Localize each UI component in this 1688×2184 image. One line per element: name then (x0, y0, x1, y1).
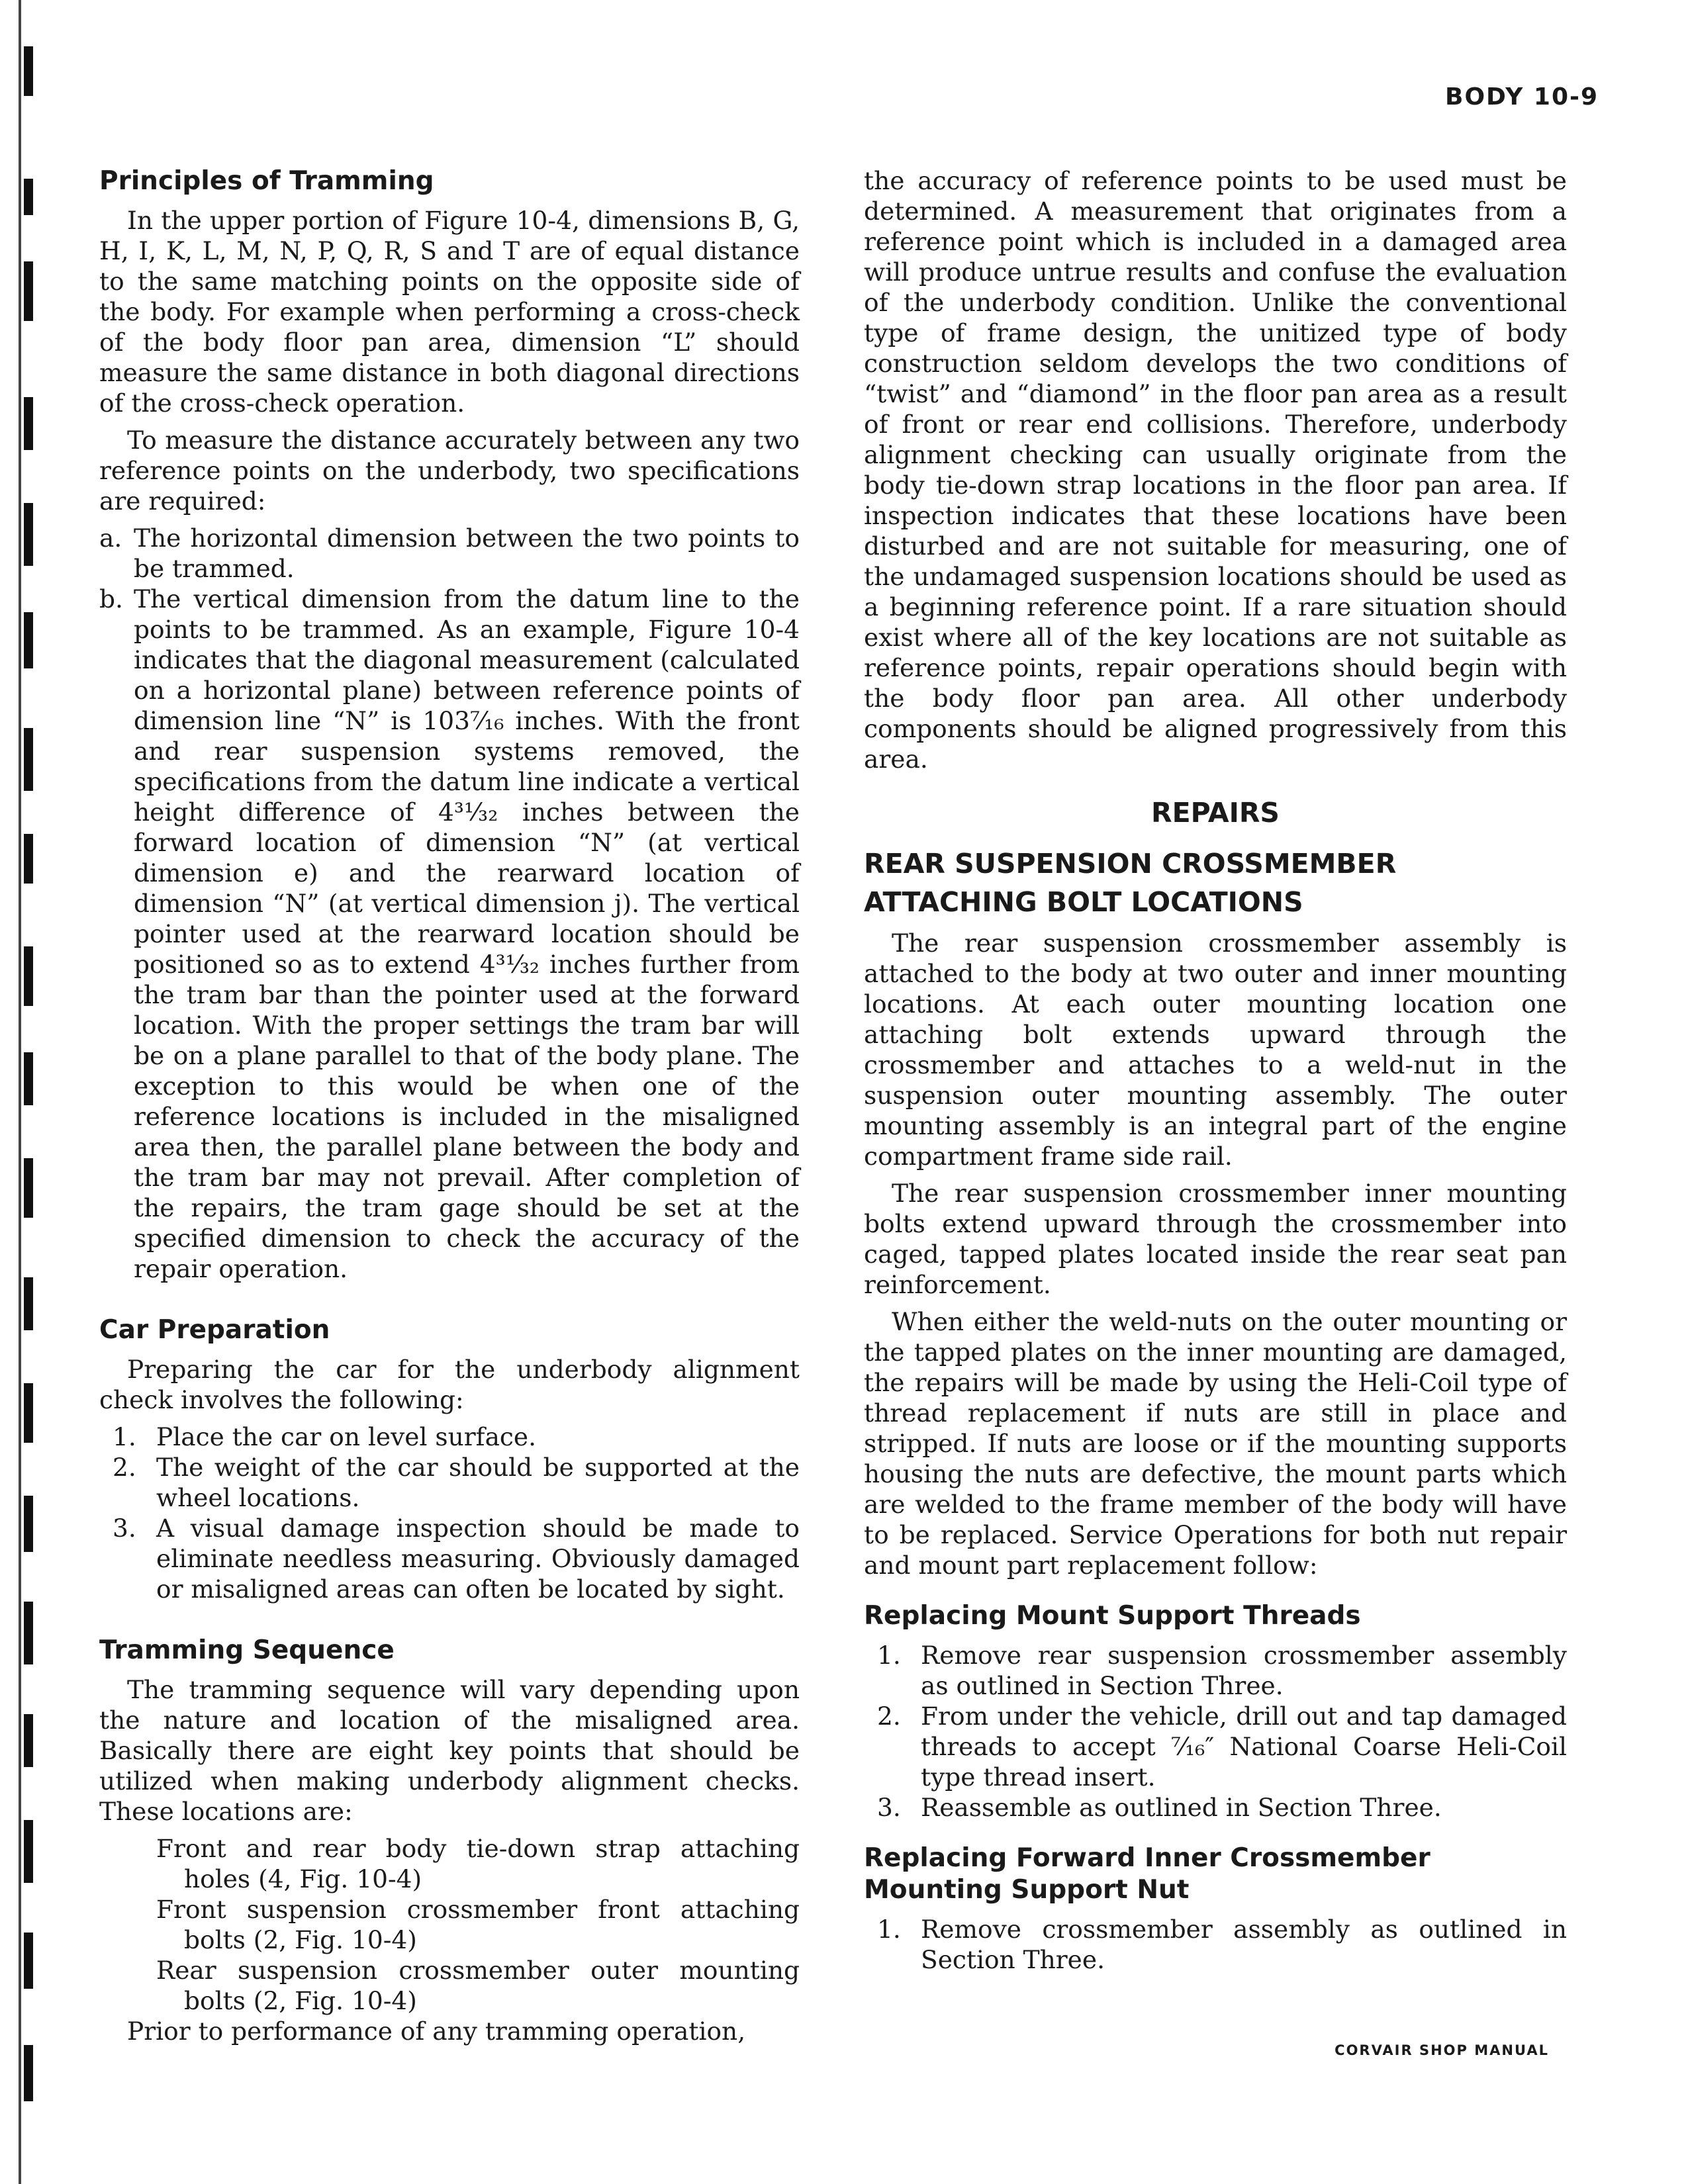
binding-line (19, 0, 21, 2184)
binding-hole (24, 503, 33, 566)
binding-hole (24, 46, 33, 96)
support-nut-section (864, 1843, 1567, 1975)
list-item (864, 1792, 1567, 1823)
list-text: The horizontal dimension between the two points to be trammed. (134, 523, 800, 583)
binding-hole (24, 261, 33, 321)
threads-steps (864, 1640, 1567, 1823)
binding-hole (24, 1820, 33, 1883)
paragraph: To measure the distance accurately between any two reference points on the underbody, two specifications are required: (99, 426, 800, 516)
repairs-heading: REPAIRS (1151, 797, 1280, 829)
paragraph: The tramming sequence will vary depending upon the nature and location of the misaligned area. Basically there are eight key points that should be utilized when making underbody alignment checks. These locations are: (99, 1675, 800, 1826)
paragraph: When either the weld-nuts on the outer mounting or the tapped plates on the inner mounting are damaged, the repairs will be made by using the Heli-Coil type of thread replacement if nuts are still in place and stripped. If nuts are loose or if the mounting supports housing the nuts are defective, the mount parts which are welded to the frame member of the body will have to be replaced. Service Operations for both nut repair and mount part replacement follow: (864, 1307, 1567, 1580)
list-label: 3. (113, 1514, 136, 1543)
list-item (99, 584, 800, 1284)
binding-hole (24, 1714, 33, 1767)
binding-hole (24, 179, 33, 215)
binding-hole (24, 1496, 33, 1552)
list-text: Reassemble as outlined in Section Three. (921, 1793, 1442, 1822)
location-item: Front and rear body tie-down strap attaching holes (4, Fig. 10-4) (156, 1834, 800, 1893)
list-label: 1. (877, 1915, 901, 1944)
principles-section (99, 165, 800, 1284)
paragraph: The rear suspension crossmember assembly is attached to the body at two outer and inner mounting locations. At each outer mounting location one attaching bolt extends upward through the crossmember and attaches to a weld-nut in the suspension outer mounting assembly. The outer mounting assembly is an integral part of the engine compartment frame side rail. (864, 929, 1567, 1171)
crossmember-heading: REAR SUSPENSION CROSSMEMBER ATTACHING BOLT LOCATIONS (864, 848, 1397, 918)
binding-hole (24, 1933, 33, 1989)
list-text: Remove crossmember assembly as outlined in Section Three. (921, 1915, 1567, 1974)
list-text: The vertical dimension from the datum line to the points to be trammed. As an example, Figure 10-4 indicates that the diagonal measurement (calculated on a horizontal plane) between reference points of dimension line “N” is 103⁷⁄₁₆ inches. With the front and rear suspension systems removed, the specifications from the datum line indicate a vertical height difference of 4³¹⁄₃₂ inches between the forward location of dimension “N” (at vertical dimension e) and the rearward location of dimension “N” (at vertical dimension j). The vertical pointer used at the rearward location should be positioned so as to extend 4³¹⁄₃₂ inches further from the tram bar than the pointer used at the forward location. With the proper settings the tram bar will be on a plane parallel to that of the body plane. The exception to this would be when one of the reference locations is included in the misaligned area then, the parallel plane between the body and the tram bar may not prevail. After completion of the repairs, the tram gage should be set at the specified dimension to check the accuracy of the repair operation. (134, 584, 800, 1283)
list-label: b. (99, 584, 123, 614)
list-text: The weight of the car should be supported at the wheel locations. (156, 1453, 800, 1512)
binding-hole (24, 1383, 33, 1443)
page-header: BODY 10-9 (1445, 83, 1599, 111)
list-label: 2. (877, 1702, 901, 1731)
crossmember-section (864, 844, 1567, 1580)
tramming-sequence-section (99, 1635, 800, 2046)
binding-hole (24, 1277, 33, 1330)
binding-hole (24, 2045, 33, 2101)
list-item (864, 1701, 1567, 1792)
binding-edge (19, 0, 34, 2184)
right-column (864, 165, 1567, 1981)
binding-hole (24, 834, 33, 884)
list-item (99, 1452, 800, 1513)
list-text: Place the car on level surface. (156, 1422, 537, 1451)
list-label: a. (99, 523, 122, 553)
section-heading: Replacing Mount Support Threads (864, 1601, 1361, 1631)
list-label: 1. (113, 1422, 136, 1451)
location-item: Front suspension crossmember front attaching bolts (2, Fig. 10-4) (156, 1895, 800, 1954)
locations-list (99, 1833, 800, 2016)
left-column (99, 165, 800, 2053)
binding-hole (24, 397, 33, 450)
list-label: 1. (877, 1641, 901, 1670)
binding-hole (24, 1052, 33, 1105)
section-heading: Replacing Forward Inner Crossmember Mounting Support Nut (864, 1843, 1430, 1905)
list-label: 3. (877, 1793, 901, 1822)
location-item: Rear suspension crossmember outer mounting bolts (2, Fig. 10-4) (156, 1956, 800, 2015)
paragraph: The rear suspension crossmember inner mounting bolts extend upward through the crossmember into caged, tapped plates located inside the rear seat pan reinforcement. (864, 1179, 1567, 1299)
list-item (864, 1914, 1567, 1975)
list-item (99, 523, 800, 584)
binding-hole (24, 946, 33, 1006)
page-footer: CORVAIR SHOP MANUAL (1335, 2042, 1549, 2058)
section-heading: Car Preparation (99, 1315, 330, 1345)
list-item (864, 1640, 1567, 1701)
section-heading: Principles of Tramming (99, 166, 434, 196)
requirements-list (99, 523, 800, 1284)
paragraph: Prior to performance of any tramming operation, (127, 2017, 746, 2046)
section-heading: Tramming Sequence (99, 1635, 395, 1665)
paragraph: Preparing the car for the underbody alignment check involves the following: (99, 1355, 800, 1414)
support-nut-steps (864, 1914, 1567, 1975)
paragraph-continued: the accuracy of reference points to be used must be determined. A measurement that originates from a reference point which is included in a damaged area will produce untrue results and confuse the evaluation of the underbody condition. Unlike the conventional type of frame design, the unitized type of body construction seldom develops the two conditions of “twist” and “diamond” in the floor pan area as a result of front or rear end collisions. Therefore, underbody alignment checking can usually originate from the body tie-down strap locations in the floor pan area. If inspection indicates that these locations have been disturbed and are not suitable for measuring, one of the undamaged suspension locations should be used as a beginning reference point. If a rare situation should exist where all of the key locations are not suitable as reference points, repair operations should begin with the body floor pan area. All other underbody components should be aligned progressively from this area. (864, 166, 1567, 774)
list-label: 2. (113, 1453, 136, 1482)
paragraph: In the upper portion of Figure 10-4, dimensions B, G, H, I, K, L, M, N, P, Q, R, S and T are of equal distance to the same matching points on the opposite side of the body. For example when performing a cross-check of the body floor pan area, dimension “L” should measure the same distance in both diagonal directions of the cross-check operation. (99, 206, 800, 418)
list-text: Remove rear suspension crossmember assembly as outlined in Section Three. (921, 1641, 1567, 1700)
binding-hole (24, 728, 33, 791)
car-preparation-section (99, 1314, 800, 1604)
list-text: From under the vehicle, drill out and tap damaged threads to accept ⁷⁄₁₆″ National Coarse Heli-Coil type thread insert. (921, 1702, 1567, 1792)
list-text: A visual damage inspection should be made to eliminate needless measuring. Obviously damaged or misaligned areas can often be located by sight. (156, 1514, 800, 1604)
list-item (99, 1422, 800, 1452)
preparation-list (99, 1422, 800, 1604)
binding-hole (24, 1158, 33, 1218)
threads-section (864, 1600, 1567, 1823)
list-item (99, 1513, 800, 1604)
binding-hole (24, 1602, 33, 1664)
binding-hole (24, 612, 33, 668)
